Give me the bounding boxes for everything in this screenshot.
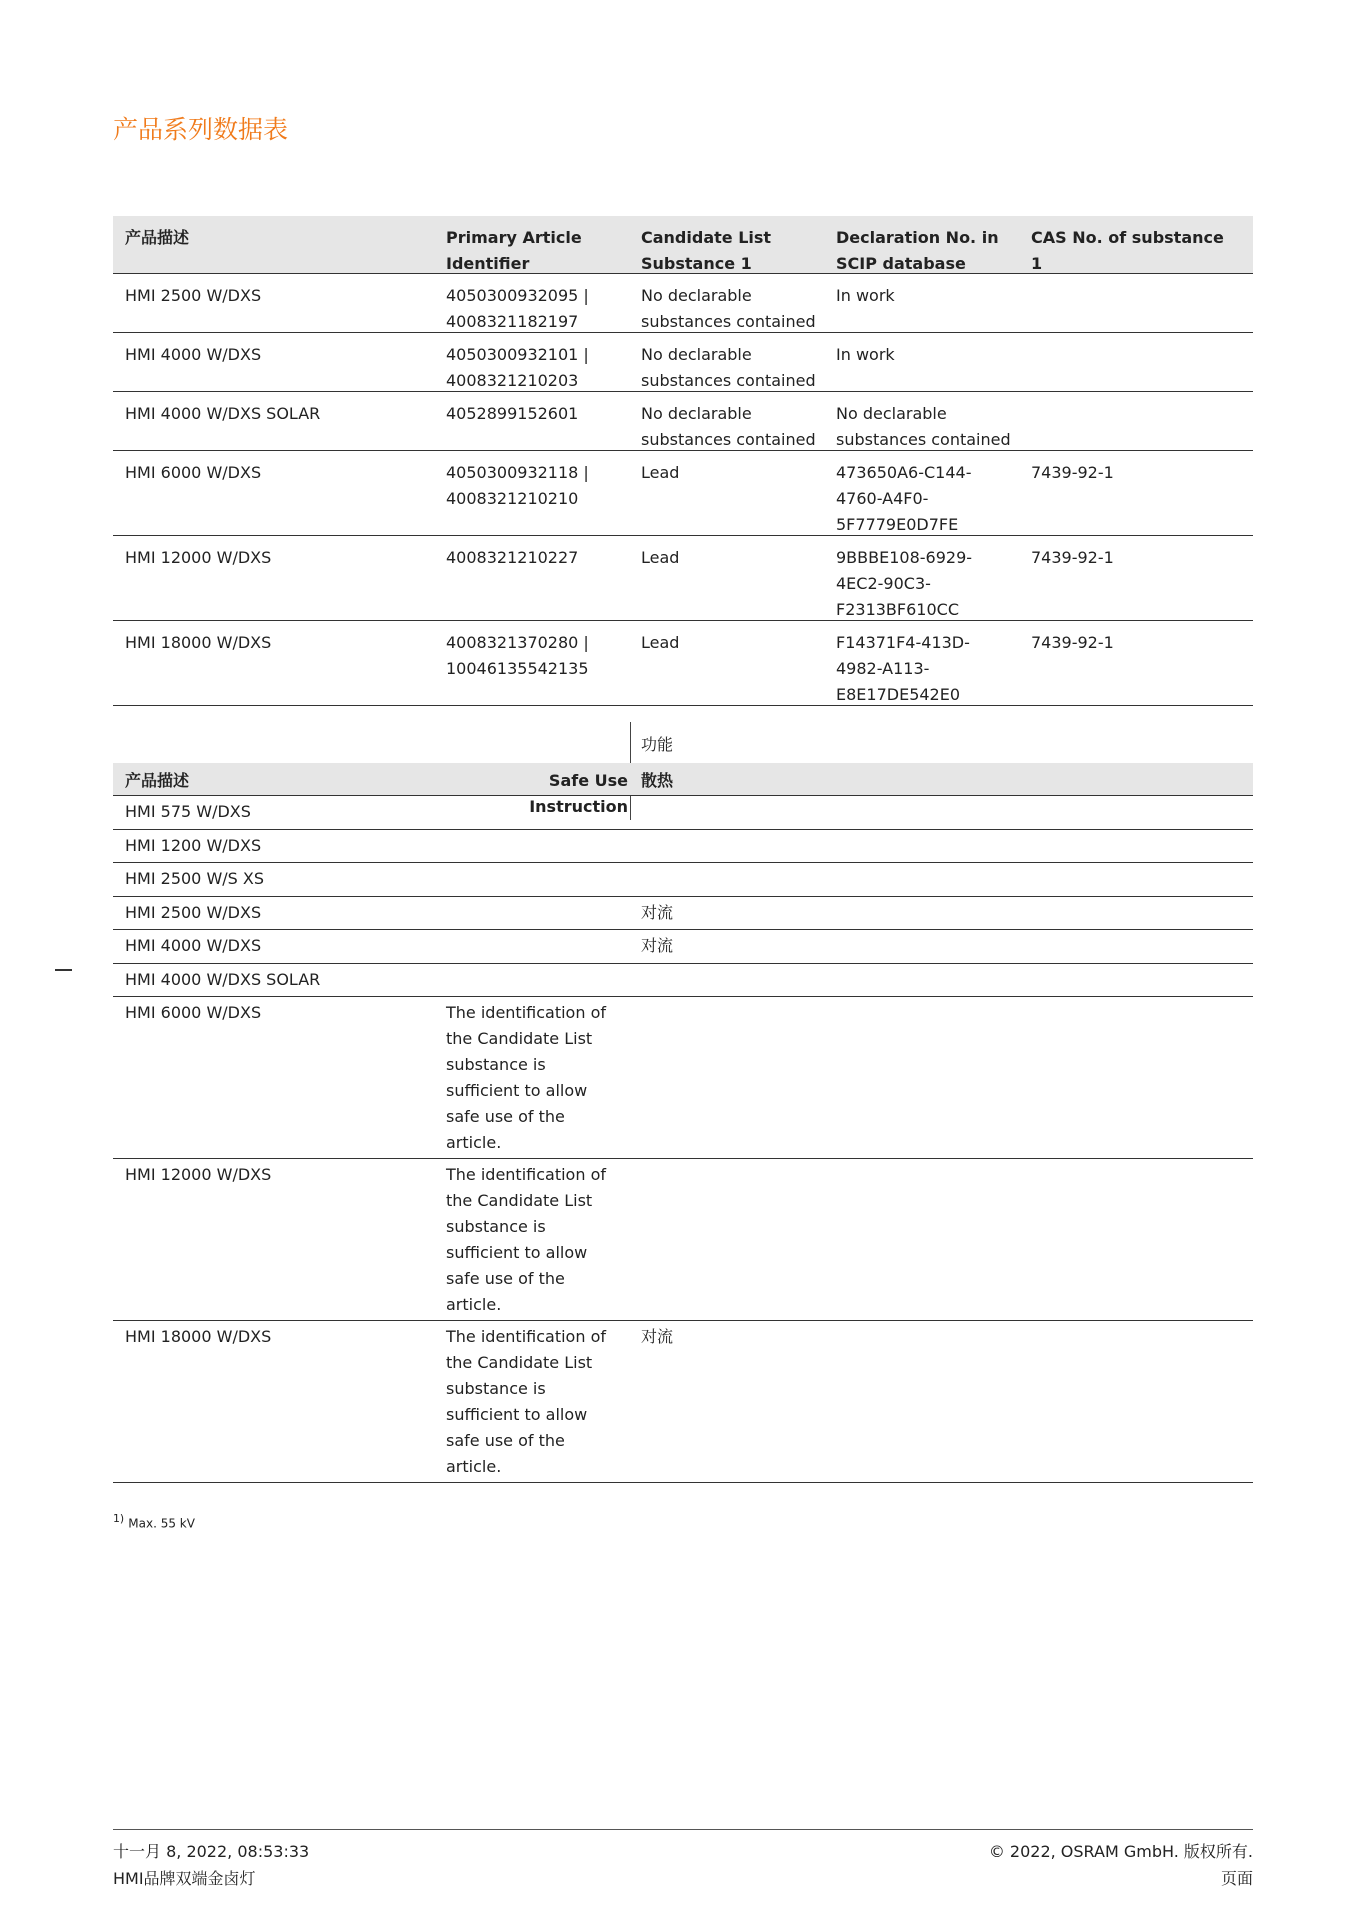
- table-row: [113, 997, 1253, 1159]
- table-row: [113, 1159, 1253, 1321]
- table-cell: HMI 12000 W/DXS: [125, 548, 272, 567]
- table-cell: 4008321370280 | 10046135542135: [446, 633, 589, 678]
- table-row: [113, 451, 1253, 536]
- table-cell: 4050300932095 | 4008321182197: [446, 286, 589, 331]
- table-cell: 产品描述: [125, 228, 190, 247]
- table-cell: In work: [836, 345, 895, 364]
- table-row: [113, 392, 1253, 451]
- table-cell: 4052899152601: [446, 404, 579, 423]
- table-cell: Safe Use Instruction: [529, 771, 628, 816]
- table-cell: HMI 4000 W/DXS: [125, 936, 262, 955]
- table-cell: Lead: [641, 548, 680, 567]
- table-cell: In work: [836, 286, 895, 305]
- table-row: [113, 964, 1253, 998]
- table-header-row: [113, 216, 1253, 274]
- table-cell: HMI 4000 W/DXS: [125, 345, 262, 364]
- footer-product: HMI品牌双端金卤灯: [113, 1869, 256, 1888]
- table-cell: Lead: [641, 633, 680, 652]
- group-header: 功能: [641, 735, 674, 754]
- table-cell: The identification of the Candidate List substance is sufficient to allow safe use of the article.: [446, 1327, 606, 1476]
- table-cell: No declarable substances contained: [641, 286, 816, 331]
- table-cell: Primary Article Identifier: [446, 228, 582, 273]
- table-cell: 7439-92-1: [1031, 463, 1114, 482]
- table-cell: HMI 1200 W/DXS: [125, 835, 262, 855]
- table-cell: HMI 6000 W/DXS: [125, 463, 262, 482]
- table-cell: HMI 2500 W/DXS: [125, 286, 262, 305]
- table-row: [113, 897, 1253, 931]
- table-cell: No declarable substances contained: [641, 345, 816, 390]
- table-row: [113, 863, 1253, 897]
- table-row: [113, 274, 1253, 333]
- table-cell: 4050300932118 | 4008321210210: [446, 463, 589, 508]
- table-cell: 7439-92-1: [1031, 548, 1114, 567]
- safe-use-table: [113, 722, 1253, 1483]
- table-cell: 7439-92-1: [1031, 633, 1114, 652]
- table-row: [113, 333, 1253, 392]
- page-title: 产品系列数据表: [113, 115, 289, 144]
- footnote: [113, 1512, 195, 1531]
- table-cell: Declaration No. in SCIP database: [836, 228, 999, 273]
- table-cell: HMI 2500 W/S XS: [125, 869, 265, 888]
- footnote-text: Max. 55 kV: [128, 1516, 195, 1531]
- footer-date: 十一月 8, 2022, 08:53:33: [113, 1842, 310, 1861]
- table-cell: HMI 575 W/DXS: [125, 802, 251, 821]
- table-cell: HMI 18000 W/DXS: [125, 1327, 272, 1346]
- table-row: [113, 536, 1253, 621]
- footer-page: 页面: [1220, 1869, 1253, 1888]
- table-cell: HMI 6000 W/DXS: [125, 1003, 262, 1022]
- scip-table: [113, 216, 1253, 706]
- table-cell: F14371F4-413D- 4982-A113- E8E17DE542E0: [836, 633, 970, 704]
- table-cell: 对流: [641, 936, 674, 955]
- table-cell: HMI 2500 W/DXS: [125, 902, 262, 922]
- table-row: [113, 830, 1253, 864]
- table-cell: No declarable substances contained: [641, 404, 816, 449]
- table-row: [113, 930, 1253, 964]
- table-cell: Lead: [641, 463, 680, 482]
- footer-copyright: © 2022, OSRAM GmbH. 版权所有.: [988, 1842, 1253, 1861]
- table-cell: 4008321210227: [446, 548, 579, 567]
- table-row: [113, 621, 1253, 706]
- page-footer: [113, 1829, 1253, 1888]
- table-cell: HMI 4000 W/DXS SOLAR: [125, 404, 321, 423]
- table-cell: 9BBBE108-6929- 4EC2-90C3- F2313BF610CC: [836, 548, 973, 619]
- table-row: [113, 1321, 1253, 1483]
- margin-mark: [55, 969, 72, 971]
- table-cell: HMI 18000 W/DXS: [125, 633, 272, 652]
- table-cell: 散热: [641, 771, 674, 790]
- table-cell: HMI 4000 W/DXS SOLAR: [125, 969, 321, 989]
- table-cell: CAS No. of substance 1: [1031, 228, 1224, 273]
- footnote-mark: 1): [113, 1512, 125, 1525]
- table-row: [113, 796, 1253, 830]
- table-cell: 4050300932101 | 4008321210203: [446, 345, 589, 390]
- table-cell: HMI 12000 W/DXS: [125, 1165, 272, 1184]
- table-cell: 473650A6-C144- 4760-A4F0- 5F7779E0D7FE: [836, 463, 972, 534]
- table-cell: Candidate List Substance 1: [641, 228, 772, 273]
- table-cell: The identification of the Candidate List substance is sufficient to allow safe use of the article.: [446, 1165, 606, 1314]
- table-cell: 产品描述: [125, 771, 190, 790]
- table-cell: 对流: [641, 1327, 674, 1346]
- table-cell: No declarable substances contained: [836, 404, 1011, 449]
- table-cell: 对流: [641, 902, 674, 922]
- table-cell: The identification of the Candidate List substance is sufficient to allow safe use of the article.: [446, 1003, 606, 1152]
